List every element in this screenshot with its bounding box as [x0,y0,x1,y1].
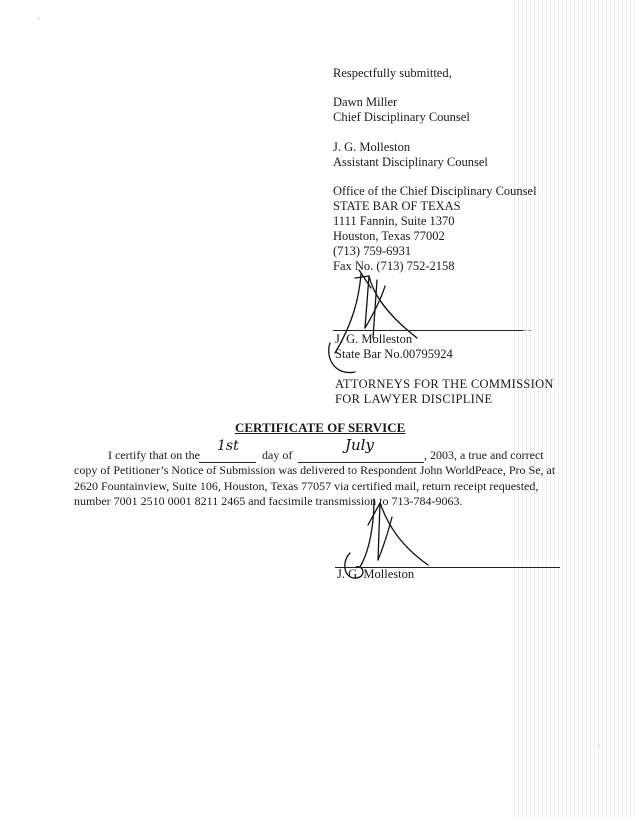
office-fax: Fax No. (713) 752-2158 [333,259,455,273]
attorneys-line-2: FOR LAWYER DISCIPLINE [335,392,493,406]
signature-molleston-1 [325,268,440,380]
certificate-line-4: number 7001 2510 0001 8211 2465 and facsimile transmission to 713-784-9063. [74,494,463,508]
signature-line-1-tail [523,330,531,331]
certificate-signer: J. G. Molleston [337,567,415,581]
certificate-line-2: copy of Petitioner’s Notice of Submission was delivered to Respondent John WorldPeace, Pro Se, at [74,463,556,477]
scan-speck [598,745,599,746]
certificate-line-3: 2620 Fountainview, Suite 106, Houston, Texas 77057 via certified mail, return receipt requested, [74,479,539,493]
office-line-3: 1111 Fannin, Suite 1370 [333,214,455,228]
scan-edge-artifact [511,0,637,817]
certificate-intro: I certify that on the [108,448,200,462]
closing-text: Respectfully submitted, [333,66,452,80]
month-handwritten: July [345,436,374,454]
counsel-name-2: J. G. Molleston [333,140,411,154]
counsel-title-1: Chief Disciplinary Counsel [333,110,470,124]
year-text: , 2003, a true and correct [424,448,544,462]
office-line-1: Office of the Chief Disciplinary Counsel [333,184,537,198]
office-line-2: STATE BAR OF TEXAS [333,199,461,213]
day-handwritten: 1st [217,438,239,454]
office-phone: (713) 759-6931 [333,244,412,258]
scan-speck [38,18,39,19]
signer-bar-number: State Bar No.00795924 [335,347,453,361]
attorneys-line-1: ATTORNEYS FOR THE COMMISSION [335,377,554,391]
day-of-text: day of [262,448,293,462]
signature-line-1 [333,330,523,331]
signer-name: J. G. Molleston [335,332,413,346]
counsel-name-1: Dawn Miller [333,95,398,109]
counsel-title-2: Assistant Disciplinary Counsel [333,155,488,169]
certificate-heading: CERTIFICATE OF SERVICE [235,420,406,435]
office-line-4: Houston, Texas 77002 [333,229,445,243]
